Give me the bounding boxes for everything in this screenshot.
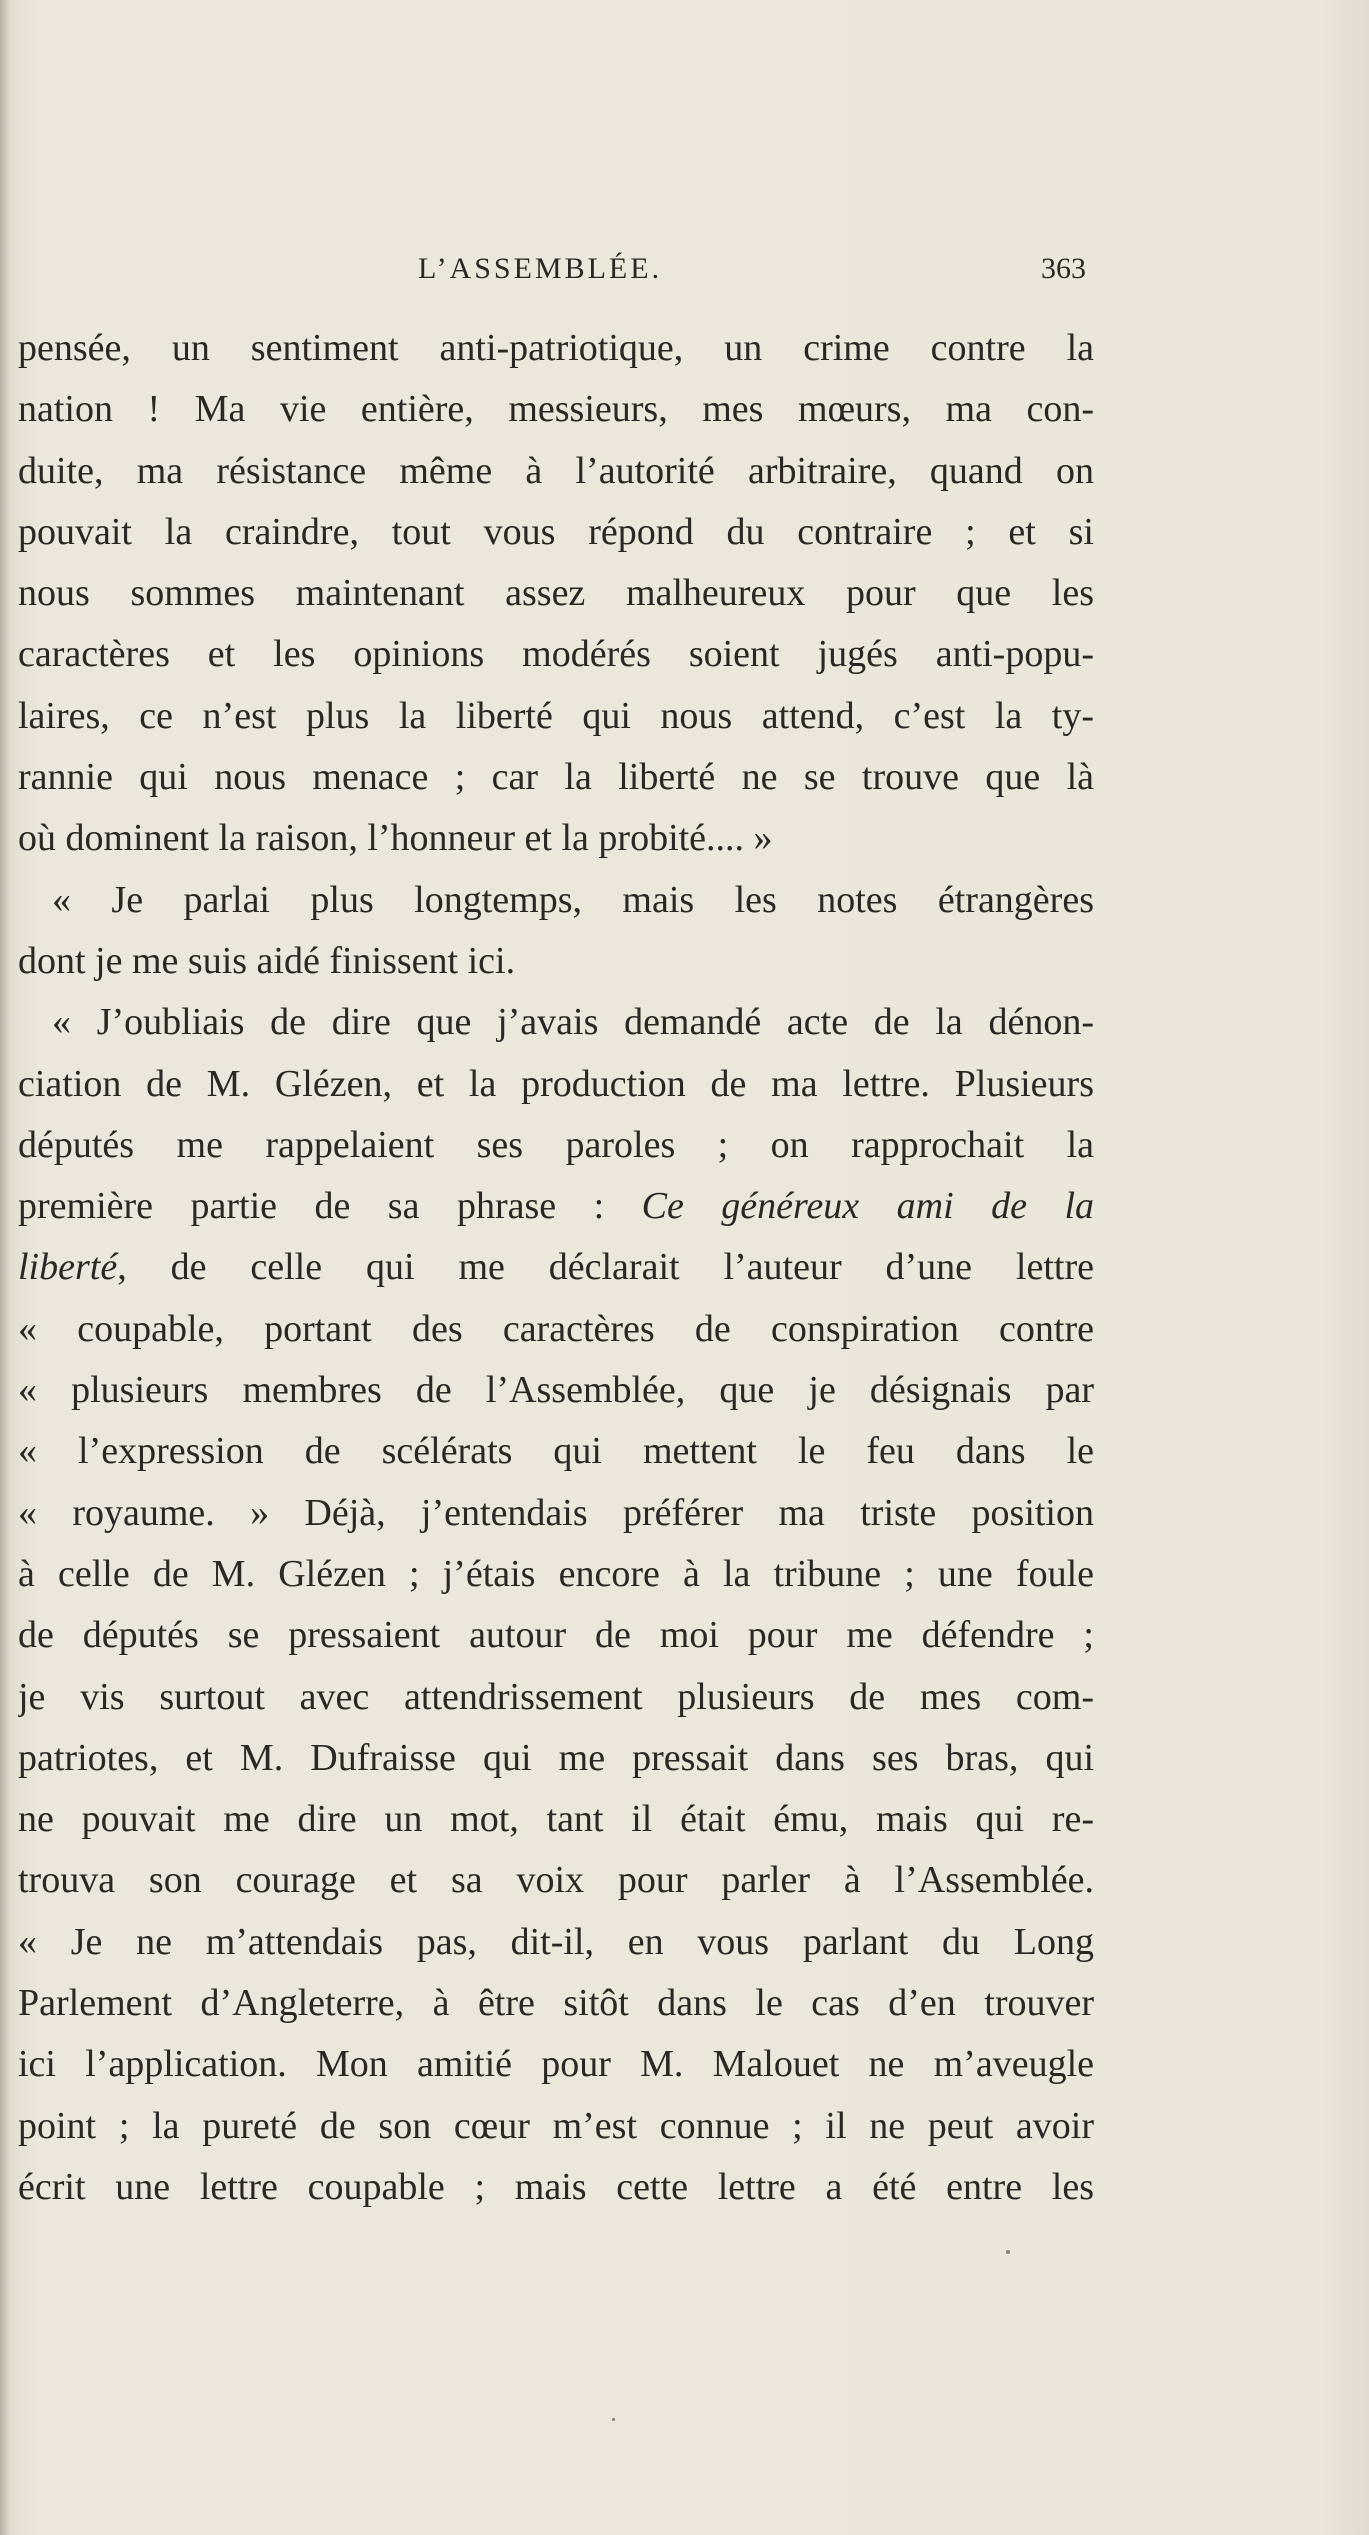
text-line: liberté, de celle qui me déclarait l’auteur d’une lettre bbox=[18, 1246, 1094, 1289]
page-gutter-shadow bbox=[0, 0, 10, 2535]
text-line: ciation de M. Glézen, et la production de ma lettre. Plusieurs bbox=[18, 1062, 1094, 1105]
text-line: patriotes, et M. Dufraisse qui me pressait dans ses bras, qui bbox=[18, 1736, 1094, 1779]
text-line: « coupable, portant des caractères de conspiration contre bbox=[18, 1307, 1094, 1350]
text-line: « royaume. » Déjà, j’entendais préférer ma triste position bbox=[18, 1491, 1094, 1534]
text-line: « J’oubliais de dire que j’avais demandé acte de la dénon- bbox=[52, 1001, 1094, 1044]
text-line: à celle de M. Glézen ; j’étais encore à la tribune ; une foule bbox=[18, 1552, 1094, 1595]
running-head bbox=[0, 252, 1369, 302]
text-line: « Je ne m’attendais pas, dit-il, en vous parlant du Long bbox=[18, 1920, 1094, 1963]
text-line: Parlement d’Angleterre, à être sitôt dans le cas d’en trouver bbox=[18, 1982, 1094, 2025]
text-line: « plusieurs membres de l’Assemblée, que je désignais par bbox=[18, 1369, 1094, 1412]
page-number: 363 bbox=[1041, 252, 1086, 285]
text-line: pouvait la craindre, tout vous répond du contraire ; et si bbox=[18, 510, 1094, 553]
text-line: duite, ma résistance même à l’autorité arbitraire, quand on bbox=[18, 449, 1094, 492]
text-line: dont je me suis aidé finissent ici. bbox=[18, 939, 516, 982]
text-line: nous sommes maintenant assez malheureux pour que les bbox=[18, 572, 1094, 615]
text-line: laires, ce n’est plus la liberté qui nous attend, c’est la ty- bbox=[18, 694, 1094, 737]
text-line: ne pouvait me dire un mot, tant il était ému, mais qui re- bbox=[18, 1798, 1094, 1841]
text-line: députés me rappelaient ses paroles ; on rapprochait la bbox=[18, 1123, 1094, 1166]
paper-speck bbox=[1006, 2250, 1010, 2254]
paper-speck bbox=[612, 2418, 615, 2421]
text-line: pensée, un sentiment anti-patriotique, un crime contre la bbox=[18, 327, 1094, 369]
text-line: caractères et les opinions modérés soient jugés anti-popu- bbox=[18, 633, 1094, 676]
text-line: écrit une lettre coupable ; mais cette lettre a été entre les bbox=[18, 2165, 1094, 2208]
text-line: rannie qui nous menace ; car la liberté ne se trouve que là bbox=[18, 756, 1094, 799]
text-line: point ; la pureté de son cœur m’est connue ; il ne peut avoir bbox=[18, 2104, 1094, 2147]
text-line: où dominent la raison, l’honneur et la probité.... » bbox=[18, 817, 773, 860]
text-line: « l’expression de scélérats qui mettent le feu dans le bbox=[18, 1430, 1094, 1473]
text-line: « Je parlai plus longtemps, mais les notes étrangères bbox=[52, 878, 1094, 921]
text-line: nation ! Ma vie entière, messieurs, mes mœurs, ma con- bbox=[18, 388, 1094, 431]
text-line: je vis surtout avec attendrissement plusieurs de mes com- bbox=[18, 1675, 1094, 1718]
body-text bbox=[18, 318, 1094, 2218]
running-title: L’ASSEMBLÉE. bbox=[418, 252, 663, 285]
text-line: ici l’application. Mon amitié pour M. Malouet ne m’aveugle bbox=[18, 2043, 1094, 2086]
text-line: première partie de sa phrase : Ce généreux ami de la bbox=[18, 1185, 1094, 1228]
text-line: de députés se pressaient autour de moi pour me défendre ; bbox=[18, 1614, 1094, 1657]
text-line: trouva son courage et sa voix pour parler à l’Assemblée. bbox=[18, 1859, 1094, 1902]
